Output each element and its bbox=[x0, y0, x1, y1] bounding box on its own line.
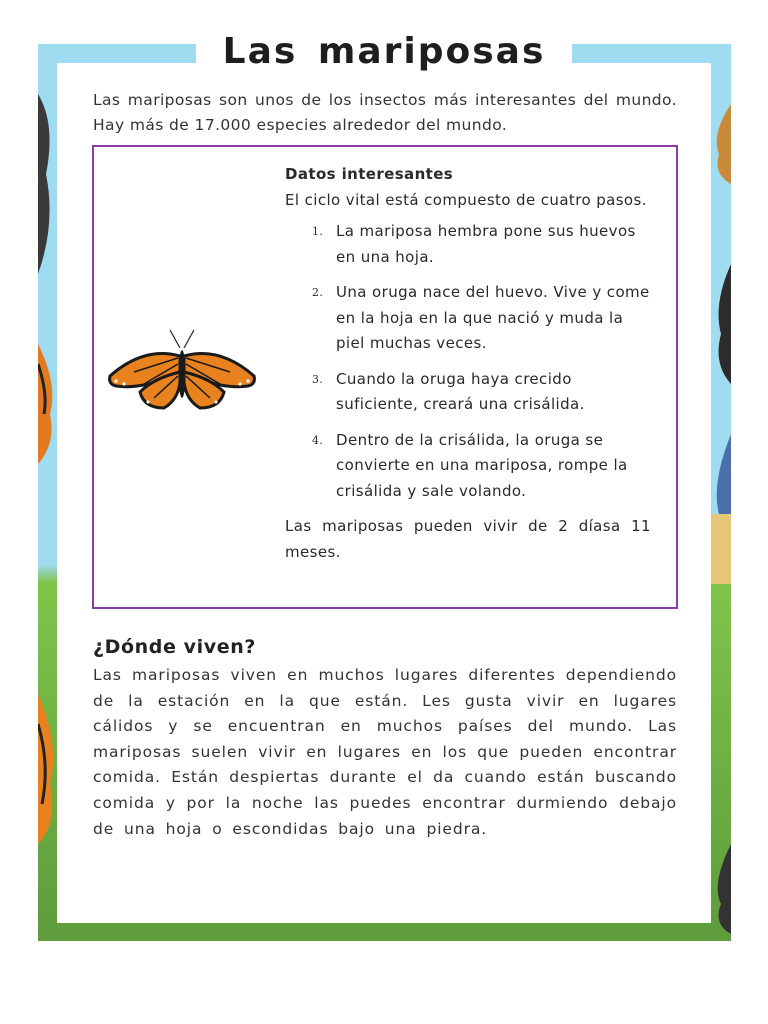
step-text: Cuando la oruga haya crecido suficiente, creará una crisálida. bbox=[336, 369, 585, 413]
section-heading: ¿Dónde viven? bbox=[93, 636, 256, 658]
list-item bbox=[285, 280, 651, 357]
facts-intro: El ciclo vital está compuesto de cuatro pasos. bbox=[285, 190, 647, 209]
background-butterfly-left-bottom bbox=[38, 694, 58, 844]
facts-text bbox=[285, 162, 651, 565]
background-butterfly-right-top bbox=[711, 104, 731, 184]
list-item bbox=[285, 367, 651, 418]
life-cycle-steps bbox=[285, 219, 651, 504]
list-item bbox=[285, 219, 651, 270]
facts-heading: Datos interesantes bbox=[285, 165, 454, 183]
monarch-butterfly-illustration bbox=[104, 326, 260, 414]
section-body: Las mariposas viven en muchos lugares diferentes dependiendo de la estación en la que están. Les gusta vivir en lugares cálidos y se encuentran en muchos países del mundo. Las mariposas suelen vivir en lugares en los que pueden encontrar comida. Están despiertas durante el da cuando están buscando comida y por la noche las puedes encontrar durmiendo debajo de una hoja o escondidas bajo una piedra. bbox=[93, 666, 677, 838]
background-sign-panel bbox=[711, 514, 731, 584]
step-number: 4. bbox=[312, 433, 324, 447]
facts-closing: Las mariposas pueden vivir de 2 díasa 11 meses. bbox=[285, 517, 651, 561]
step-number: 1. bbox=[312, 225, 324, 238]
title-banner bbox=[196, 22, 572, 80]
step-number: 2. bbox=[312, 286, 324, 299]
step-text: La mariposa hembra pone sus huevos en una hoja. bbox=[336, 222, 636, 266]
background-butterfly-right-bottom bbox=[711, 844, 731, 934]
background-butterfly-left-mid bbox=[38, 344, 58, 464]
step-number: 3. bbox=[312, 372, 324, 386]
intro-paragraph: Las mariposas son unos de los insectos más interesantes del mundo. Hay más de 17.000 especies alrededor del mundo. bbox=[93, 91, 677, 134]
list-item bbox=[285, 428, 651, 505]
background-butterfly-left-top bbox=[38, 84, 58, 284]
page-title: Las mariposas bbox=[222, 31, 546, 72]
step-text: Dentro de la crisálida, la oruga se convierte en una mariposa, rompe la crisálida y sale volando. bbox=[336, 430, 628, 500]
step-text: Una oruga nace del huevo. Vive y come en la hoja en la que nació y muda la piel muchas veces. bbox=[336, 283, 650, 352]
background-butterfly-right-mid bbox=[711, 264, 731, 384]
